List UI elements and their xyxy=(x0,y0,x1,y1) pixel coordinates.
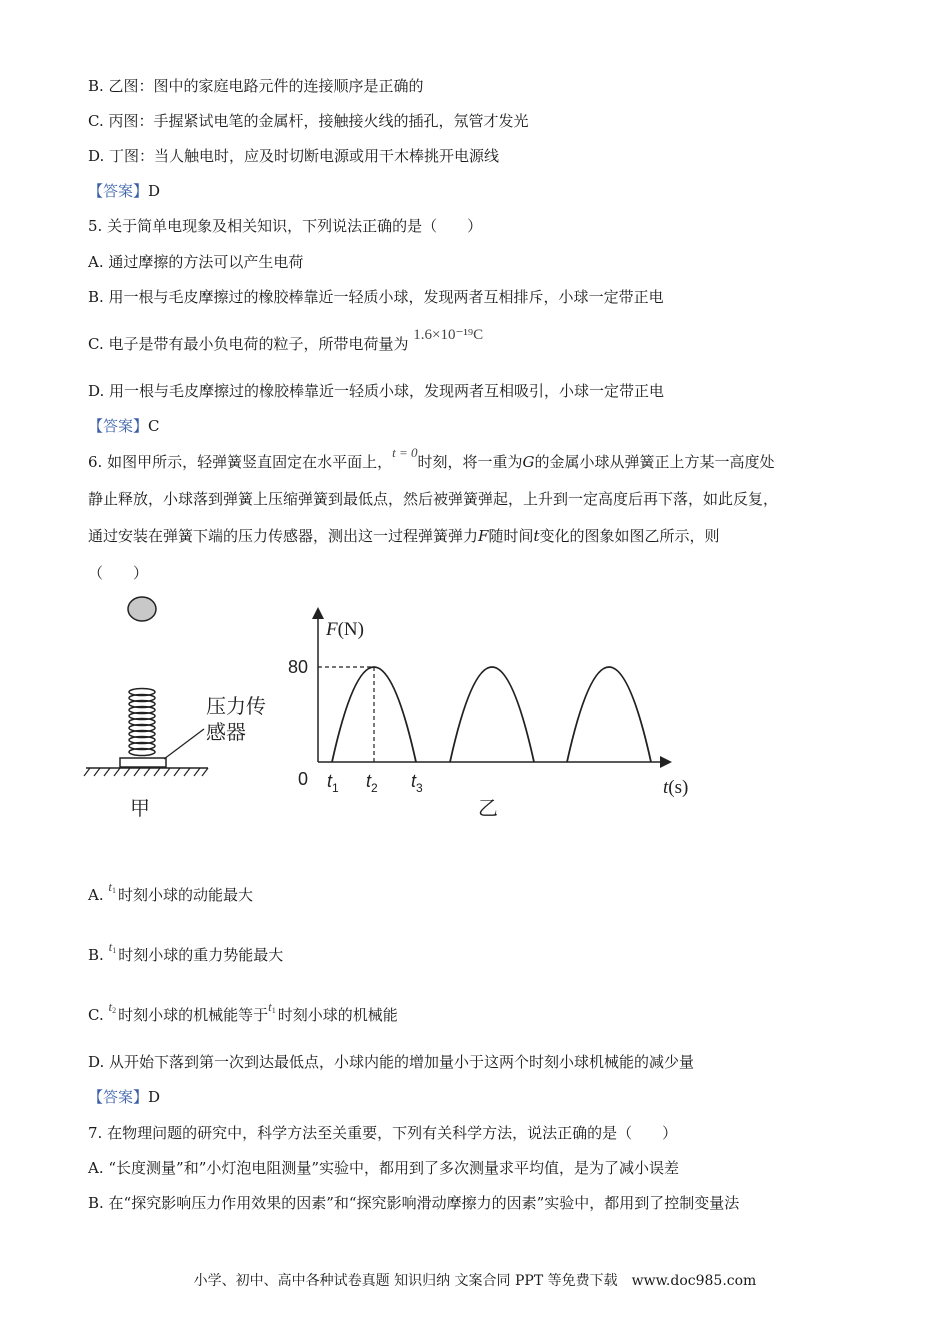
t-var: t xyxy=(108,999,113,1014)
q4-option-d: D. 丁图：当人触电时，应及时切断电源或用干木棒挑开电源线 xyxy=(88,147,500,165)
t2-var: t xyxy=(366,771,372,791)
answer-label: 【答案】 xyxy=(88,182,149,200)
sensor-label-line2: 感器 xyxy=(206,722,246,744)
figure-yi-chart xyxy=(280,605,710,830)
q4-option-b: B. 乙图：图中的家庭电路元件的连接顺序是正确的 xyxy=(88,77,424,95)
ground-hatching xyxy=(84,768,208,776)
t-sub: 1 xyxy=(112,946,117,955)
answer-value: C xyxy=(148,417,160,435)
t1-var: t xyxy=(327,771,333,791)
t-var: t xyxy=(268,999,272,1014)
q7-option-b: B. 在“探究影响压力作用效果的因素”和“探究影响滑动摩擦力的因素”实验中，都用到了控制变量法 xyxy=(88,1194,740,1212)
force-symbol: F xyxy=(478,527,489,545)
pressure-sensor xyxy=(120,758,166,767)
t1-sub: 1 xyxy=(332,781,339,795)
option-text: 时刻小球的机械能等于 xyxy=(118,1006,269,1024)
option-prefix: B. xyxy=(88,946,104,964)
y-axis-label xyxy=(325,619,364,640)
x-tick-t2 xyxy=(366,771,378,795)
q6-answer xyxy=(88,1087,160,1107)
q6-option-d: D. 从开始下落到第一次到达最低点，小球内能的增加量小于这两个时刻小球机械能的减少量 xyxy=(88,1053,695,1071)
option-prefix: C. xyxy=(88,1006,104,1024)
force-curve-pulse-2 xyxy=(450,667,534,762)
q5-option-b: B. 用一根与毛皮摩擦过的橡胶棒靠近一轻质小球，发现两者互相排斥，小球一定带正电 xyxy=(88,288,664,306)
q6-stem-line1 xyxy=(88,445,775,473)
figure-jia xyxy=(80,590,280,830)
q5-stem: 5. 关于简单电现象及相关知识，下列说法正确的是（ ） xyxy=(88,217,483,235)
q6-stem-part: 变化的图象如图乙所示，则 xyxy=(539,527,720,545)
t3-var: t xyxy=(411,771,417,791)
answer-label: 【答案】 xyxy=(88,1088,149,1106)
q5-option-c xyxy=(88,327,484,355)
t-var: t xyxy=(108,879,113,894)
spring xyxy=(129,689,155,756)
metal-ball xyxy=(128,597,156,621)
x-axis-unit: (s) xyxy=(668,777,689,798)
figure-yi-caption: 乙 xyxy=(478,798,498,820)
t-zero-formula: t = 0 xyxy=(392,445,418,460)
force-curve-pulse-3 xyxy=(567,667,651,762)
q6-stem-part: 通过安装在弹簧下端的压力传感器，测出这一过程弹簧弹力 xyxy=(88,527,479,545)
q6-stem-line3 xyxy=(88,526,720,546)
weight-symbol: G xyxy=(522,453,535,471)
t1-symbol xyxy=(108,879,116,894)
q5-option-c-text: C. 电子是带有最小负电荷的粒子，所带电荷量为 xyxy=(88,335,409,353)
q6-stem-part: 的金属小球从弹簧正上方某一高度处 xyxy=(534,453,775,471)
q7-option-a: A. “长度测量”和”小灯泡电阻测量”实验中，都用到了多次测量求平均值，是为了减小误差 xyxy=(88,1159,680,1177)
t-var: t xyxy=(108,939,113,954)
t2-symbol xyxy=(109,999,117,1014)
t-sub: 2 xyxy=(112,1006,117,1015)
x-tick-t1 xyxy=(327,771,339,795)
q4-answer xyxy=(88,181,160,201)
q4-option-c: C. 丙图：手握紧试电笔的金属杆，接触接火线的插孔，氖管才发光 xyxy=(88,112,529,130)
answer-value: D xyxy=(148,182,161,200)
q6-stem-part: 随时间 xyxy=(488,527,534,545)
q7-stem: 7. 在物理问题的研究中，科学方法至关重要，下列有关科学方法，说法正确的是（ ） xyxy=(88,1124,678,1142)
figure-jia-caption: 甲 xyxy=(130,798,150,820)
q6-stem-line4: （ ） xyxy=(88,564,149,582)
q5-option-a: A. 通过摩擦的方法可以产生电荷 xyxy=(88,253,304,271)
y-axis-var: F xyxy=(326,619,338,640)
t-sub: 1 xyxy=(271,1006,276,1015)
charge-formula: 1.6×10⁻¹⁹C xyxy=(413,327,484,343)
q6-stem-part: 时刻，将一重为 xyxy=(417,453,523,471)
sensor-pointer-line xyxy=(164,729,204,759)
option-text: 时刻小球的动能最大 xyxy=(118,886,254,904)
answer-value: D xyxy=(148,1088,161,1106)
q6-stem-line2: 静止释放，小球落到弹簧上压缩弹簧到最低点，然后被弹簧弹起，上升到一定高度后再下落，如此反复， xyxy=(88,490,779,508)
x-axis-var: t xyxy=(663,777,669,798)
option-prefix: A. xyxy=(88,886,104,904)
origin-label: 0 xyxy=(298,769,309,789)
q6-option-a xyxy=(88,879,254,910)
q5-answer xyxy=(88,416,160,436)
x-axis-label xyxy=(663,777,688,798)
y-tick-80: 80 xyxy=(288,657,309,677)
t1-symbol xyxy=(268,999,276,1014)
x-tick-t3 xyxy=(411,771,423,795)
time-symbol: t xyxy=(533,527,540,545)
t2-sub: 2 xyxy=(371,781,378,795)
t1-symbol xyxy=(109,939,117,954)
t3-sub: 3 xyxy=(416,781,423,795)
page-footer: 小学、初中、高中各种试卷真题 知识归纳 文案合同 PPT 等免费下载 www.doc985.com xyxy=(193,1273,757,1289)
y-axis-unit: (N) xyxy=(337,619,364,640)
option-text: 时刻小球的机械能 xyxy=(277,1006,398,1024)
q6-option-b xyxy=(88,939,284,970)
answer-label: 【答案】 xyxy=(88,417,149,435)
q6-stem-part: 6. 如图甲所示，轻弹簧竖直固定在水平面上， xyxy=(88,453,393,471)
q6-option-c xyxy=(88,999,398,1030)
q5-option-d: D. 用一根与毛皮摩擦过的橡胶棒靠近一轻质小球，发现两者互相吸引，小球一定带正电 xyxy=(88,382,665,400)
sensor-label-line1: 压力传 xyxy=(206,696,266,718)
option-text: 时刻小球的重力势能最大 xyxy=(118,946,284,964)
t-sub: 1 xyxy=(112,886,117,895)
